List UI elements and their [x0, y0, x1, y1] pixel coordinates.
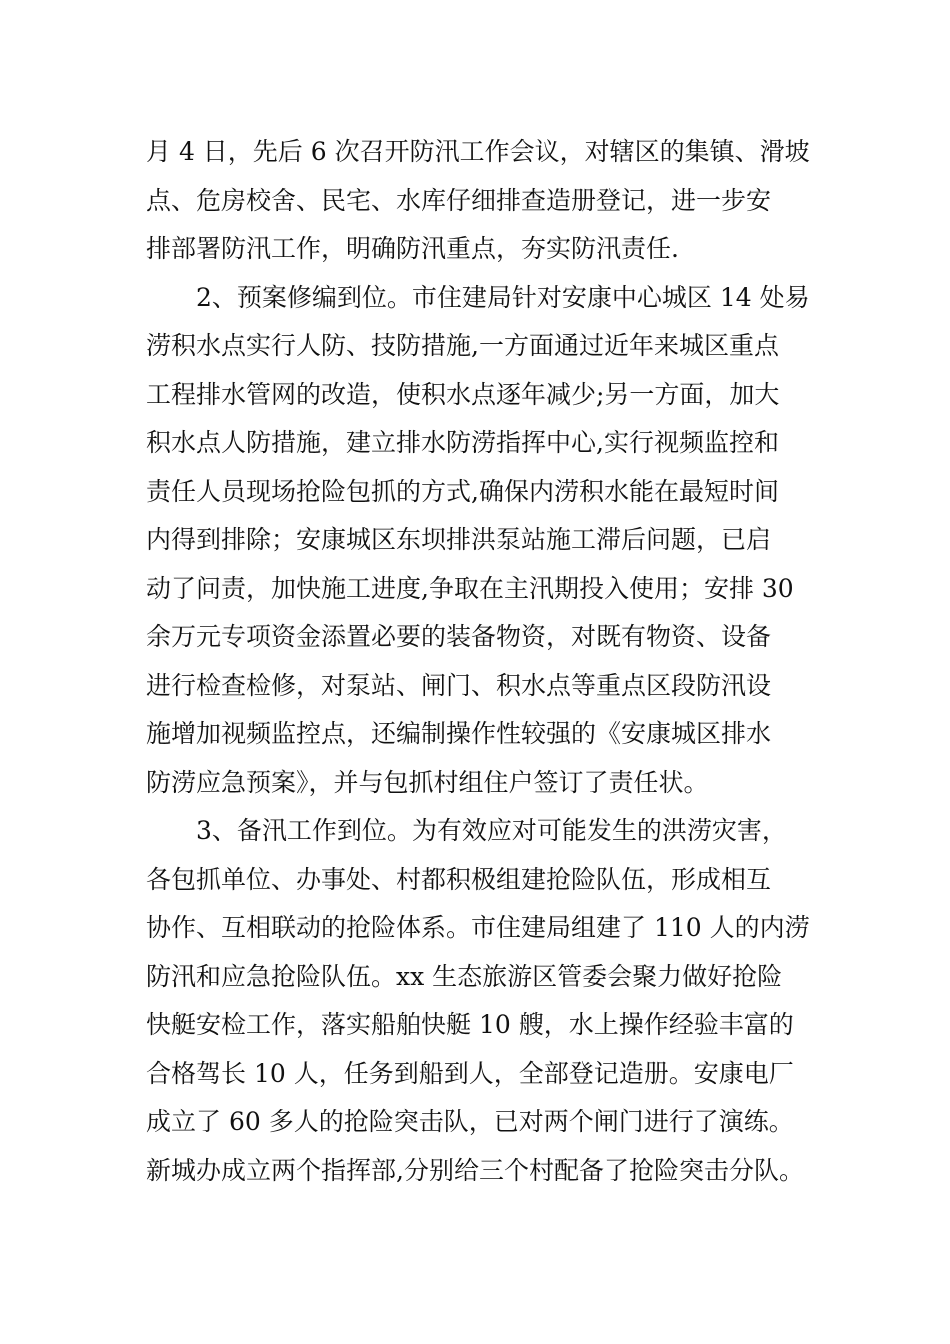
text-line: 成立了 60 多人的抢险突击队，已对两个闸门进行了演练。: [146, 1107, 794, 1136]
text-line: 月 4 日，先后 6 次召开防汛工作会议，对辖区的集镇、滑坡: [146, 137, 810, 166]
paragraph-3-first-line: 3、备汛工作到位。为有效应对可能发生的洪涝灾害，: [196, 816, 787, 845]
text-line: 合格驾长 10 人，任务到船到人，全部登记造册。安康电厂: [146, 1058, 794, 1088]
document-body: [146, 128, 826, 1195]
text-line: 防汛和应急抢险队伍。xx 生态旅游区管委会聚力做好抢险: [146, 961, 783, 991]
text-line: 余万元专项资金添置必要的装备物资，对既有物资、设备: [146, 622, 772, 651]
text-line: 涝积水点实行人防、技防措施,一方面通过近年来城区重点: [146, 331, 779, 360]
paragraph-2-first-line: 2、预案修编到位。市住建局针对安康中心城区 14 处易: [196, 282, 810, 312]
text-line: 施增加视频监控点，还编制操作性较强的《安康城区排水: [146, 719, 772, 748]
text-line: 动了问责，加快施工进度,争取在主汛期投入使用；安排 30: [146, 573, 794, 603]
text-line: 工程排水管网的改造，使积水点逐年减少;另一方面，加大: [146, 379, 780, 409]
text-line: 责任人员现场抢险包抓的方式,确保内涝积水能在最短时间: [146, 476, 779, 506]
text-line: 新城办成立两个指挥部,分别给三个村配备了抢险突击分队。: [146, 1155, 804, 1185]
text-line: 各包抓单位、办事处、村都积极组建抢险队伍，形成相互: [146, 864, 772, 894]
text-line: 点、危房校舍、民宅、水库仔细排查造册登记，进一步安: [146, 185, 772, 215]
text-line: 进行检查检修，对泵站、闸门、积水点等重点区段防汛设: [146, 670, 772, 700]
text-line: 快艇安检工作，落实船舶快艇 10 艘，水上操作经验丰富的: [146, 1010, 794, 1039]
text-line: 协作、互相联动的抢险体系。市住建局组建了 110 人的内涝: [146, 913, 810, 942]
text-line: 排部署防汛工作，明确防汛重点，夯实防汛责任.: [146, 234, 679, 263]
text-line: 内得到排除；安康城区东坝排洪泵站施工滞后问题，已启: [146, 525, 772, 554]
text-line: 防涝应急预案》，并与包抓村组住户签订了责任状。: [146, 767, 709, 797]
text-line: 积水点人防措施，建立排水防涝指挥中心,实行视频监控和: [146, 428, 779, 457]
